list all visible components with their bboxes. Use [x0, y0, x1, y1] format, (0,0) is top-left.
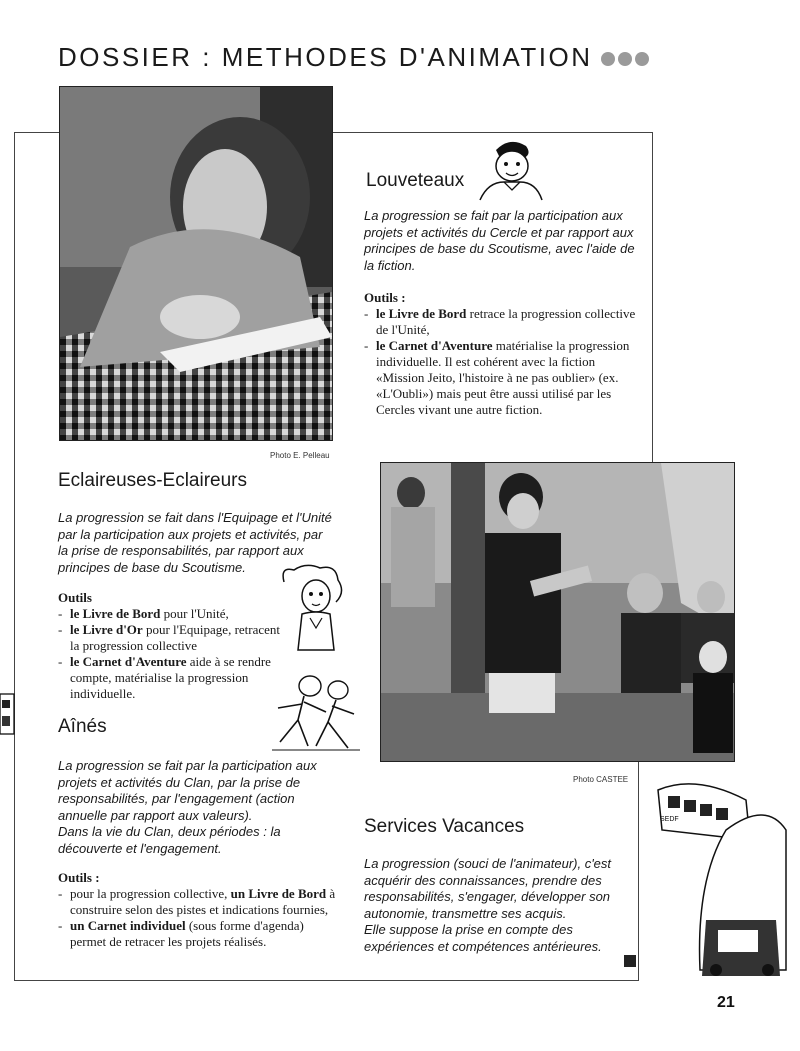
- section-title-eclaireurs: Eclaireuses-Eclaireurs: [58, 470, 248, 491]
- photo-group-image: [381, 463, 734, 761]
- eclaireurs-tools: [58, 590, 288, 702]
- running-scouts-cartoon-icon: [268, 672, 364, 754]
- dot-icon: [618, 52, 632, 66]
- tool-name: le Carnet d'Aventure: [376, 338, 493, 353]
- outils-label: Outils :: [58, 870, 100, 885]
- tool-name: le Livre de Bord: [376, 306, 467, 321]
- frame-top-line: [331, 132, 653, 133]
- dot-icon: [635, 52, 649, 66]
- section-title-louveteaux: Louveteaux: [366, 170, 465, 191]
- tool-desc: (sous forme d'agenda) permet de retracer les projets réalisés.: [70, 918, 304, 949]
- tool-desc: pour l'Equipage, retracent la progression collective: [70, 622, 281, 653]
- tool-name: un Livre de Bord: [230, 886, 327, 901]
- services-p1: La progression (souci de l'animateur), c'est acquérir des connaissances, prendre des responsabilités, s'engager, développer son autonomie, transmettre ses acquis.: [364, 856, 612, 921]
- scout-girl-illustration: [276, 562, 348, 654]
- tool-name: un Carnet individuel: [70, 918, 186, 933]
- tools-list: [364, 306, 640, 418]
- list-item: [58, 654, 288, 702]
- photo-group-microphone: [380, 462, 735, 762]
- page-number: 21: [717, 994, 735, 1011]
- section-title-aines: Aînés: [58, 716, 107, 737]
- frame-right-line: [652, 132, 653, 462]
- list-item: [58, 918, 336, 950]
- louveteaux-tools: [364, 290, 640, 418]
- aines-intro: [58, 758, 336, 857]
- photo-child-writing: [59, 86, 333, 441]
- list-item: [364, 306, 640, 338]
- left-edge-train-icon: [0, 690, 16, 742]
- end-square-icon: [624, 955, 636, 967]
- list-item: [58, 622, 288, 654]
- frame-left-line: [14, 132, 15, 980]
- outils-label: Outils: [58, 590, 92, 605]
- louveteaux-intro: La progression se fait par la participation aux projets et activités du Cercle et par rapport aux principes de base du Scoutisme, avec l'aide de la fiction.: [364, 208, 635, 273]
- section-title-services: Services Vacances: [364, 816, 525, 837]
- scout-girl-cartoon-icon: [276, 562, 348, 654]
- tools-list: [58, 886, 336, 950]
- list-item: [364, 338, 640, 418]
- tool-name: le Livre d'Or: [70, 622, 143, 637]
- frame-bottom-line: [14, 980, 639, 981]
- photo-caption: Photo CASTEE: [573, 775, 629, 784]
- tool-desc: retrace la progression collective de l'Unité,: [376, 306, 636, 337]
- aines-intro-p1: La progression se fait par la participation aux projets et activités du Clan, par la prise de responsabilités, par l'engagement (action annuelle par rapport aux valeurs).: [58, 758, 317, 823]
- train-sign: SEDF: [660, 816, 679, 823]
- aines-intro-p2: Dans la vie du Clan, deux périodes : la découverte et l'engagement.: [58, 824, 281, 856]
- train-cartoon-icon: [656, 770, 800, 985]
- tool-desc: matérialise la progression individuelle. Il est cohérent avec la fiction «Mission Jeito, l'histoire à ne pas oublier» (ex. «L'Oubli») mais peut être aussi utilisé par les Cercles vivant une autre fiction.: [376, 338, 630, 417]
- outils-label: Outils :: [364, 290, 406, 305]
- tool-name: le Carnet d'Aventure: [70, 654, 187, 669]
- tool-pre: pour la progression collective,: [70, 886, 231, 901]
- louveteau-illustration: [474, 136, 546, 202]
- frame-top-line: [14, 132, 60, 133]
- list-item: [58, 606, 288, 622]
- train-illustration: [656, 770, 800, 985]
- list-item: [58, 886, 336, 918]
- dot-icon: [601, 52, 615, 66]
- tool-name: le Livre de Bord: [70, 606, 161, 621]
- tool-desc: à construire selon des pistes et indications fournies,: [70, 886, 336, 917]
- photo-caption: Photo E. Pelleau: [270, 451, 330, 460]
- tool-desc: pour l'Unité,: [160, 606, 229, 621]
- page-title: DOSSIER : METHODES D'ANIMATION: [58, 42, 593, 72]
- photo-child-writing-image: [60, 87, 332, 440]
- running-scouts-illustration: [268, 672, 364, 754]
- tools-list: [58, 606, 288, 702]
- services-p2: Elle suppose la prise en compte des expériences et compétences antérieures.: [364, 922, 602, 954]
- header-dots: [601, 52, 652, 71]
- aines-tools: [58, 870, 336, 950]
- left-edge-graphic: [0, 690, 16, 742]
- services-text: [364, 856, 640, 955]
- cub-cartoon-icon: [474, 136, 546, 202]
- tool-desc: aide à se rendre compte, matérialise la progression individuelle.: [70, 654, 271, 701]
- eclaireurs-intro: La progression se fait dans l'Equipage et l'Unité par la participation aux projets et activités, par la prise de responsabilités, par rapport aux principes de base du Scoutisme.: [58, 510, 332, 575]
